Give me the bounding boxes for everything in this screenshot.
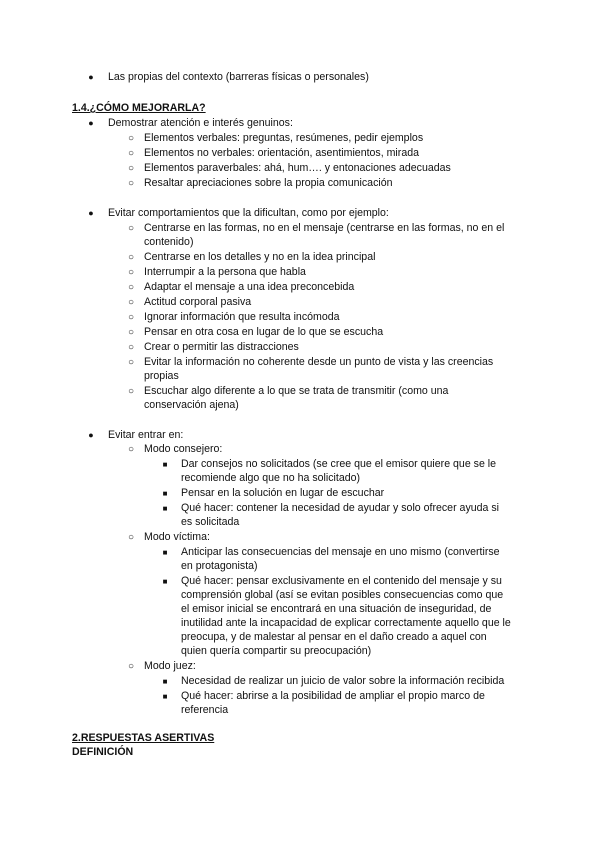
list-item: Dar consejos no solicitados (se cree que el emisor quiere que se le xyxy=(181,458,497,470)
bullet-circle: ○ xyxy=(127,444,135,455)
bullet-square: ■ xyxy=(162,548,168,557)
bullet-circle: ○ xyxy=(127,252,135,263)
list-item: Centrarse en las formas, no en el mensaje (centrarse en las formas, no en el xyxy=(144,222,505,234)
section-heading: 1.4.¿CÓMO MEJORARLA? xyxy=(72,102,206,114)
list-item-continuation: preocupa, y de malestar al pensar en el daño creado a aquel con xyxy=(181,631,487,643)
bullet-square: ■ xyxy=(162,692,168,701)
list-item: Evitar entrar en: xyxy=(108,429,184,441)
bullet-circle: ○ xyxy=(127,532,135,543)
list-item: Pensar en la solución en lugar de escuchar xyxy=(181,487,385,499)
list-item-continuation: referencia xyxy=(181,704,229,716)
bullet-square: ■ xyxy=(162,460,168,469)
list-item-continuation: contenido) xyxy=(144,236,194,248)
bullet-square: ■ xyxy=(162,489,168,498)
bullet-dot: ● xyxy=(88,118,94,128)
list-item: Adaptar el mensaje a una idea preconcebida xyxy=(144,281,355,293)
list-item: Elementos verbales: preguntas, resúmenes, pedir ejemplos xyxy=(144,132,424,144)
list-item: Centrarse en los detalles y no en la idea principal xyxy=(144,251,376,263)
list-item: Las propias del contexto (barreras físicas o personales) xyxy=(108,71,369,83)
bullet-circle: ○ xyxy=(127,312,135,323)
list-item: Demostrar atención e interés genuinos: xyxy=(108,117,293,129)
list-item: Qué hacer: contener la necesidad de ayudar y solo ofrecer ayuda si xyxy=(181,502,500,514)
section-heading: 2.RESPUESTAS ASERTIVAS xyxy=(72,732,215,744)
bullet-square: ■ xyxy=(162,577,168,586)
bullet-circle: ○ xyxy=(127,386,135,397)
bullet-circle: ○ xyxy=(127,327,135,338)
bullet-square: ■ xyxy=(162,504,168,513)
list-item-continuation: propias xyxy=(144,370,179,382)
bullet-circle: ○ xyxy=(127,223,135,234)
bullet-circle: ○ xyxy=(127,661,135,672)
list-item-continuation: recomiende algo que no ha solicitado) xyxy=(181,472,361,484)
section-subheading: DEFINICIÓN xyxy=(72,746,134,758)
bullet-circle: ○ xyxy=(127,297,135,308)
bullet-circle: ○ xyxy=(127,342,135,353)
list-item: Interrumpir a la persona que habla xyxy=(144,266,306,278)
bullet-circle: ○ xyxy=(127,133,135,144)
list-item: Elementos no verbales: orientación, asentimientos, mirada xyxy=(144,147,419,159)
list-item: Evitar la información no coherente desde un punto de vista y las creencias xyxy=(144,356,494,368)
bullet-circle: ○ xyxy=(127,178,135,189)
list-item: Evitar comportamientos que la dificultan, como por ejemplo: xyxy=(108,207,389,219)
bullet-circle: ○ xyxy=(127,148,135,159)
list-item: Anticipar las consecuencias del mensaje en uno mismo (convertirse xyxy=(181,546,500,558)
list-item: Necesidad de realizar un juicio de valor sobre la información recibida xyxy=(181,675,505,687)
list-item: Escuchar algo diferente a lo que se trata de transmitir (como una xyxy=(144,385,449,397)
list-item-continuation: inutilidad ante la incapacidad de explicar correctamente aquello que le xyxy=(181,617,511,629)
list-item: Actitud corporal pasiva xyxy=(144,296,252,308)
list-item-continuation: comprensión global (así se evitan posibles consecuencias como que xyxy=(181,589,504,601)
list-item: Modo víctima: xyxy=(144,531,210,543)
list-item-continuation: en protagonista) xyxy=(181,560,258,572)
list-item-continuation: conservación ajena) xyxy=(144,399,239,411)
bullet-dot: ● xyxy=(88,208,94,218)
list-item-continuation: el emisor inicial se encontrará en una situación de inseguridad, de xyxy=(181,603,492,615)
list-item: Modo consejero: xyxy=(144,443,223,455)
list-item: Crear o permitir las distracciones xyxy=(144,341,299,353)
list-item: Elementos paraverbales: ahá, hum…. y entonaciones adecuadas xyxy=(144,162,451,174)
list-item-continuation: es solicitada xyxy=(181,516,240,528)
bullet-dot: ● xyxy=(88,430,94,440)
list-item: Pensar en otra cosa en lugar de lo que se escucha xyxy=(144,326,384,338)
bullet-circle: ○ xyxy=(127,267,135,278)
bullet-dot: ● xyxy=(88,72,94,82)
list-item: Ignorar información que resulta incómoda xyxy=(144,311,340,323)
bullet-circle: ○ xyxy=(127,357,135,368)
bullet-square: ■ xyxy=(162,677,168,686)
list-item: Modo juez: xyxy=(144,660,196,672)
list-item: Qué hacer: pensar exclusivamente en el contenido del mensaje y su xyxy=(181,575,502,587)
bullet-circle: ○ xyxy=(127,163,135,174)
bullet-circle: ○ xyxy=(127,282,135,293)
list-item: Qué hacer: abrirse a la posibilidad de ampliar el propio marco de xyxy=(181,690,485,702)
list-item-continuation: quien quería compartir su preocupación) xyxy=(181,645,372,657)
list-item: Resaltar apreciaciones sobre la propia comunicación xyxy=(144,177,393,189)
